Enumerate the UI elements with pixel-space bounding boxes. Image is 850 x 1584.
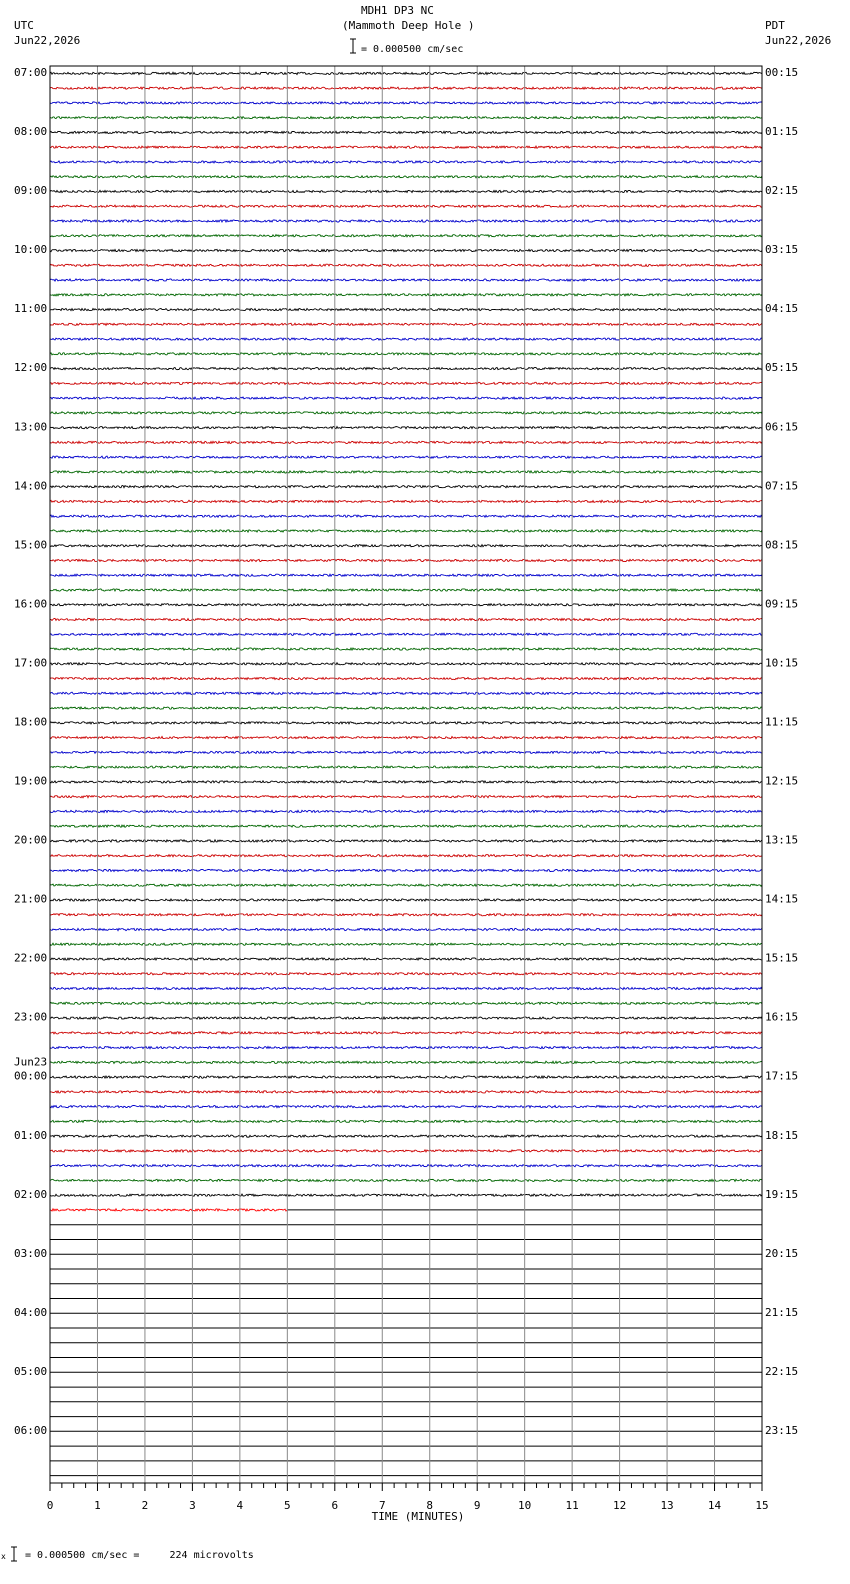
plot-frame bbox=[50, 66, 762, 1483]
trace-line bbox=[50, 131, 762, 133]
pdt-hour-label: 14:15 bbox=[765, 892, 799, 906]
x-tick-label: 6 bbox=[331, 1499, 339, 1512]
pdt-hour-label: 16:15 bbox=[765, 1010, 799, 1024]
pdt-hour-label: 17:15 bbox=[765, 1069, 799, 1083]
footer-scale-bar-icon bbox=[11, 1547, 17, 1561]
utc-hour-label: 13:00 bbox=[14, 420, 48, 434]
pdt-hour-label: 12:15 bbox=[765, 774, 799, 788]
x-tick-label: 11 bbox=[565, 1499, 579, 1512]
trace-line bbox=[50, 117, 762, 119]
trace-line bbox=[50, 914, 762, 916]
right-date: Jun22,2026 bbox=[765, 34, 832, 47]
trace-line bbox=[50, 869, 762, 871]
trace-line bbox=[50, 323, 762, 325]
trace-line bbox=[50, 722, 762, 724]
trace-line bbox=[50, 855, 762, 857]
x-tick-label: 15 bbox=[755, 1499, 769, 1512]
trace-line bbox=[50, 72, 762, 74]
trace-line bbox=[50, 1047, 762, 1049]
pdt-hour-label: 03:15 bbox=[765, 243, 799, 257]
trace-line bbox=[50, 249, 762, 251]
trace-line bbox=[50, 633, 762, 635]
pdt-hour-label: 20:15 bbox=[765, 1246, 799, 1260]
trace-line bbox=[50, 1002, 762, 1004]
x-tick-label: 7 bbox=[378, 1499, 386, 1512]
pdt-hour-label: 00:15 bbox=[765, 66, 799, 79]
utc-hour-label: 16:00 bbox=[14, 597, 48, 611]
trace-line bbox=[50, 176, 762, 178]
utc-hour-label: 02:00 bbox=[14, 1187, 48, 1201]
trace-line bbox=[50, 559, 762, 561]
utc-hour-label: 05:00 bbox=[14, 1364, 48, 1378]
trace-line bbox=[50, 1120, 762, 1122]
utc-hour-label: 10:00 bbox=[14, 243, 48, 257]
pdt-hour-label: 18:15 bbox=[765, 1128, 799, 1142]
trace-line bbox=[50, 648, 762, 650]
utc-hour-label: 22:00 bbox=[14, 951, 48, 965]
x-tick-label: 3 bbox=[189, 1499, 196, 1512]
trace-line bbox=[50, 427, 762, 429]
trace-line bbox=[50, 87, 762, 89]
utc-hour-label: 06:00 bbox=[14, 1423, 48, 1437]
utc-hour-label: 19:00 bbox=[14, 774, 48, 788]
pdt-hour-label: 01:15 bbox=[765, 125, 799, 139]
trace-line bbox=[50, 471, 762, 473]
pdt-hour-label: 22:15 bbox=[765, 1364, 799, 1378]
utc-hour-label: 07:00 bbox=[14, 66, 48, 79]
date-change-label: Jun23 bbox=[14, 1055, 48, 1069]
utc-hour-label: 12:00 bbox=[14, 361, 48, 375]
trace-line bbox=[50, 928, 762, 930]
trace-line bbox=[50, 618, 762, 620]
pdt-hour-label: 21:15 bbox=[765, 1305, 799, 1319]
station-title: MDH1 DP3 NC bbox=[361, 4, 434, 17]
trace-line bbox=[50, 1179, 762, 1181]
trace-line bbox=[50, 973, 762, 975]
trace-line bbox=[50, 1150, 762, 1152]
trace-line bbox=[50, 840, 762, 842]
trace-line bbox=[50, 1032, 762, 1034]
pdt-hour-label: 04:15 bbox=[765, 302, 799, 316]
trace-line bbox=[50, 766, 762, 768]
trace-line bbox=[50, 500, 762, 502]
x-tick-label: 14 bbox=[707, 1499, 722, 1512]
left-timezone: UTC bbox=[14, 19, 34, 32]
trace-line bbox=[50, 1209, 287, 1211]
x-tick-label: 8 bbox=[426, 1499, 434, 1512]
trace-line bbox=[50, 707, 762, 709]
trace-line bbox=[50, 486, 762, 488]
utc-hour-label: 11:00 bbox=[14, 302, 48, 316]
trace-line bbox=[50, 943, 762, 945]
left-date: Jun22,2026 bbox=[14, 34, 81, 47]
trace-line bbox=[50, 397, 762, 399]
trace-line bbox=[50, 190, 762, 192]
utc-hour-label: 03:00 bbox=[14, 1246, 48, 1260]
pdt-hour-label: 19:15 bbox=[765, 1187, 799, 1201]
trace-line bbox=[50, 884, 762, 886]
trace-line bbox=[50, 353, 762, 355]
trace-line bbox=[50, 1061, 762, 1063]
trace-line bbox=[50, 235, 762, 237]
trace-line bbox=[50, 958, 762, 960]
trace-line bbox=[50, 1106, 762, 1108]
trace-line bbox=[50, 161, 762, 163]
footer-mark: x bbox=[1, 1552, 6, 1561]
utc-hour-label: 18:00 bbox=[14, 715, 48, 729]
trace-line bbox=[50, 220, 762, 222]
trace-line bbox=[50, 663, 762, 665]
utc-hour-label: 01:00 bbox=[14, 1128, 48, 1142]
trace-line bbox=[50, 825, 762, 827]
trace-line bbox=[50, 1165, 762, 1167]
trace-line bbox=[50, 692, 762, 694]
trace-line bbox=[50, 604, 762, 606]
trace-line bbox=[50, 737, 762, 739]
pdt-hour-label: 07:15 bbox=[765, 479, 799, 493]
utc-hour-label: 17:00 bbox=[14, 656, 48, 670]
trace-line bbox=[50, 574, 762, 576]
trace-line bbox=[50, 781, 762, 783]
x-tick-label: 10 bbox=[518, 1499, 532, 1512]
utc-hour-label: 09:00 bbox=[14, 184, 48, 198]
trace-line bbox=[50, 1076, 762, 1078]
trace-line bbox=[50, 338, 762, 340]
pdt-hour-label: 09:15 bbox=[765, 597, 799, 611]
trace-line bbox=[50, 382, 762, 384]
trace-line bbox=[50, 987, 762, 989]
trace-line bbox=[50, 205, 762, 207]
trace-line bbox=[50, 899, 762, 901]
x-tick-label: 13 bbox=[660, 1499, 674, 1512]
x-tick-label: 12 bbox=[612, 1499, 627, 1512]
x-tick-label: 4 bbox=[236, 1499, 244, 1512]
x-tick-label: 0 bbox=[46, 1499, 54, 1512]
trace-line bbox=[50, 1135, 762, 1137]
footer-scale-note: = 0.000500 cm/sec = 224 microvolts bbox=[25, 1550, 254, 1561]
trace-line bbox=[50, 515, 762, 517]
pdt-hour-label: 23:15 bbox=[765, 1423, 799, 1437]
trace-line bbox=[50, 368, 762, 370]
pdt-hour-label: 05:15 bbox=[765, 361, 799, 375]
trace-line bbox=[50, 796, 762, 798]
utc-hour-label: 00:00 bbox=[14, 1069, 48, 1083]
pdt-hour-label: 06:15 bbox=[765, 420, 799, 434]
trace-line bbox=[50, 589, 762, 591]
trace-line bbox=[50, 441, 762, 443]
pdt-hour-label: 02:15 bbox=[765, 184, 799, 198]
station-name: (Mammoth Deep Hole ) bbox=[342, 19, 475, 32]
trace-line bbox=[50, 279, 762, 281]
scale-bar-icon bbox=[350, 39, 356, 53]
x-tick-label: 9 bbox=[473, 1499, 481, 1512]
trace-line bbox=[50, 456, 762, 458]
scale-label: = 0.000500 cm/sec bbox=[361, 44, 464, 55]
utc-hour-label: 14:00 bbox=[14, 479, 48, 493]
trace-line bbox=[50, 146, 762, 148]
trace-line bbox=[50, 1017, 762, 1019]
x-tick-label: 1 bbox=[94, 1499, 101, 1512]
trace-line bbox=[50, 678, 762, 680]
trace-line bbox=[50, 294, 762, 296]
trace-line bbox=[50, 545, 762, 547]
utc-hour-label: 15:00 bbox=[14, 538, 48, 552]
x-tick-label: 5 bbox=[284, 1499, 291, 1512]
pdt-hour-label: 13:15 bbox=[765, 833, 799, 847]
trace-line bbox=[50, 1091, 762, 1093]
right-timezone: PDT bbox=[765, 19, 785, 32]
pdt-hour-label: 10:15 bbox=[765, 656, 799, 670]
trace-line bbox=[50, 530, 762, 532]
utc-hour-label: 04:00 bbox=[14, 1305, 48, 1319]
pdt-hour-label: 15:15 bbox=[765, 951, 799, 965]
pdt-hour-label: 11:15 bbox=[765, 715, 799, 729]
trace-line bbox=[50, 308, 762, 310]
trace-line bbox=[50, 102, 762, 104]
x-axis-label: TIME (MINUTES) bbox=[371, 1510, 465, 1523]
trace-line bbox=[50, 412, 762, 414]
trace-line bbox=[50, 1194, 762, 1196]
trace-line bbox=[50, 810, 762, 812]
x-tick-label: 2 bbox=[141, 1499, 149, 1512]
trace-line bbox=[50, 751, 762, 753]
utc-hour-label: 23:00 bbox=[14, 1010, 48, 1024]
pdt-hour-label: 08:15 bbox=[765, 538, 799, 552]
trace-line bbox=[50, 264, 762, 266]
utc-hour-label: 08:00 bbox=[14, 125, 48, 139]
utc-hour-label: 20:00 bbox=[14, 833, 48, 847]
utc-hour-label: 21:00 bbox=[14, 892, 48, 906]
